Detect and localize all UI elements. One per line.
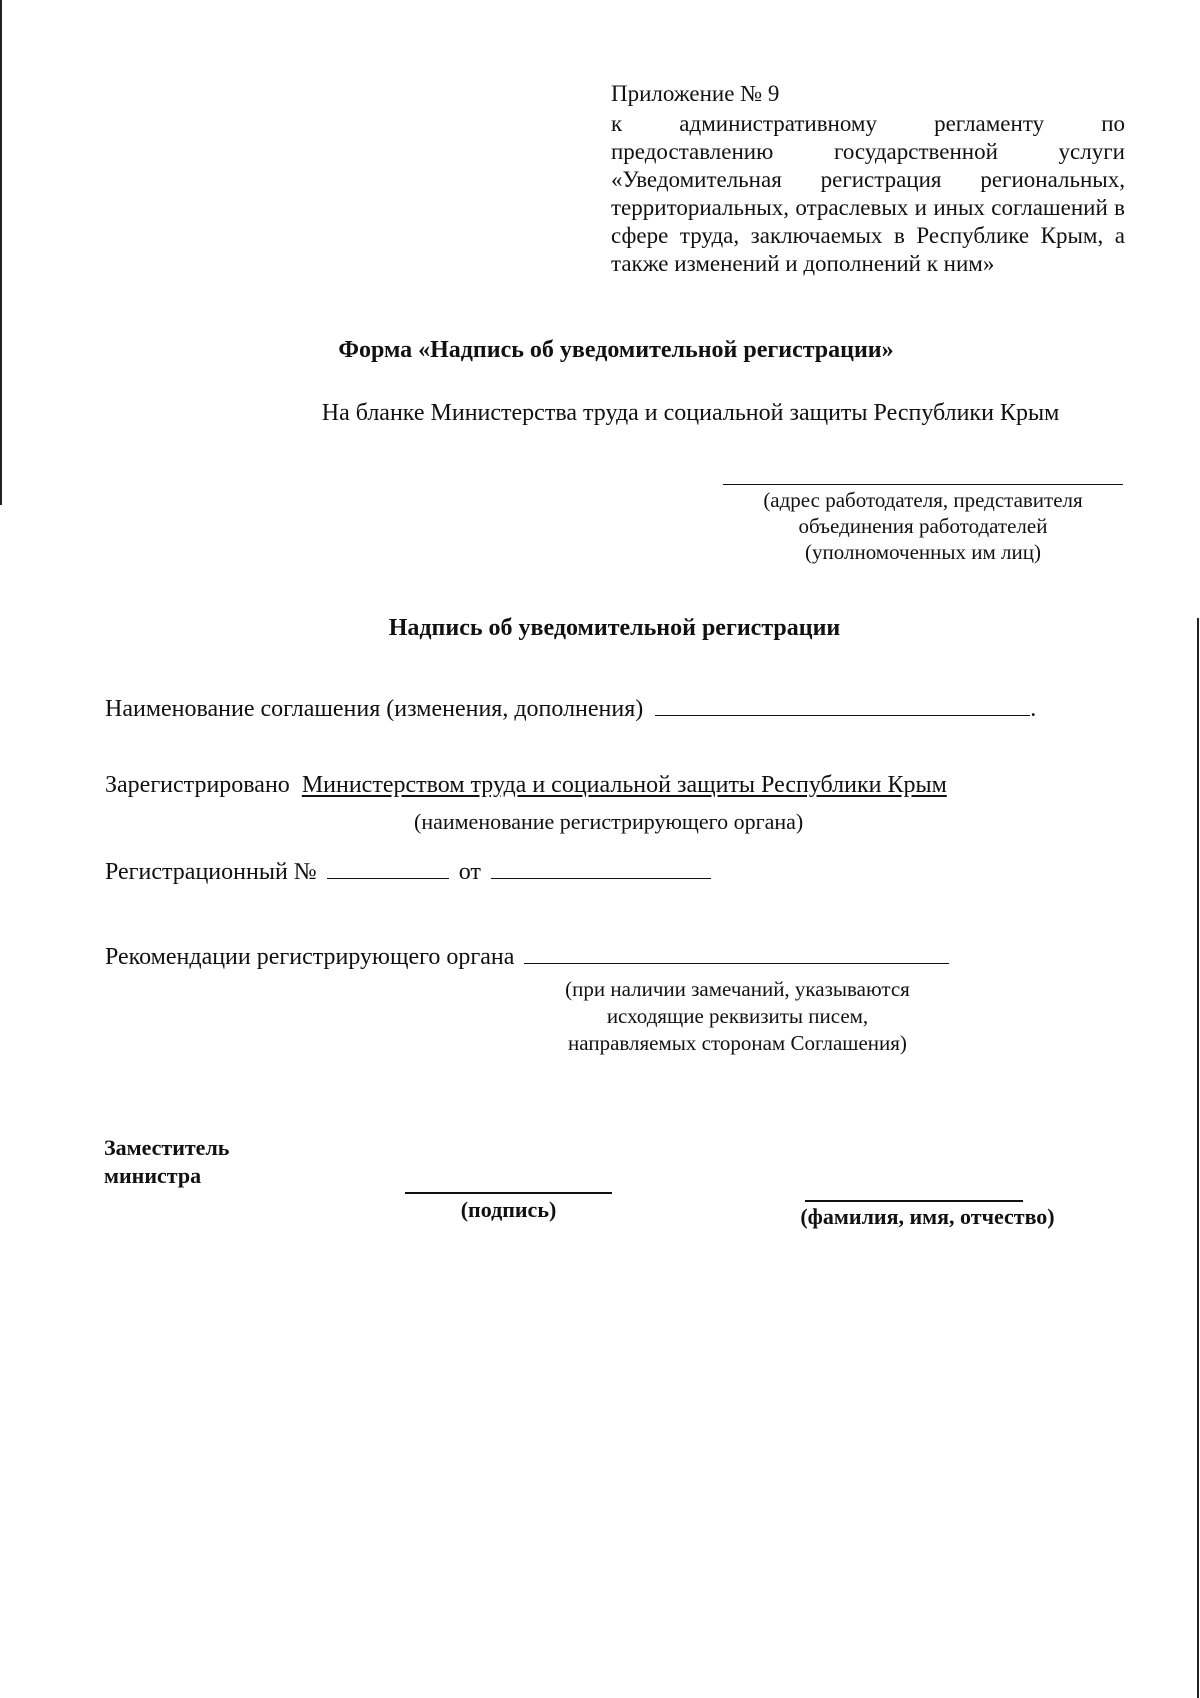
recommendations-caption-line: направляемых сторонам Соглашения) [568, 1031, 907, 1055]
full-name-blank-line [805, 1200, 1023, 1202]
address-caption-line: (адрес работодателя, представителя [763, 488, 1083, 512]
recommendations-caption-line: исходящие реквизиты писем, [606, 1004, 869, 1028]
recommendations-blank [524, 941, 949, 964]
registered-label: Зарегистрировано [105, 772, 290, 798]
agreement-name-row [105, 693, 1036, 723]
full-name-caption: (фамилия, имя, отчество) [800, 1204, 1055, 1229]
recommendations-row [105, 941, 949, 971]
registered-row [105, 772, 947, 799]
address-caption-line: объединения работодателей [798, 514, 1048, 538]
signature-blank-line [405, 1192, 612, 1194]
letterhead-note: На бланке Министерства труда и социальной защиты Республики Крым [321, 400, 1060, 426]
inscription-title: Надпись об уведомительной регистрации [388, 615, 841, 641]
scan-edge-right [1197, 618, 1199, 1698]
registration-date-label: от [458, 859, 481, 885]
signature-caption: (подпись) [460, 1197, 557, 1222]
scan-edge-left [0, 0, 2, 505]
agreement-name-period: . [1030, 696, 1037, 722]
registration-number-blank [327, 856, 449, 879]
form-title: Форма «Надпись об уведомительной регистрации» [338, 337, 894, 363]
recommendations-caption-line: (при наличии замечаний, указываются [565, 977, 910, 1001]
signatory-position-line: министра [104, 1163, 202, 1188]
appendix-header [611, 80, 1125, 278]
signatory-position [104, 1134, 229, 1190]
address-blank-line [723, 484, 1123, 485]
address-caption-line: (уполномоченных им лиц) [805, 540, 1041, 564]
signatory-position-line: Заместитель [104, 1135, 230, 1160]
registration-date-blank [491, 856, 711, 879]
address-caption [723, 487, 1123, 565]
recommendations-label: Рекомендации регистрирующего органа [105, 944, 515, 970]
appendix-number: Приложение № 9 [611, 81, 780, 106]
agreement-name-label: Наименование соглашения (изменения, дополнения) [105, 696, 644, 722]
agreement-name-blank [655, 693, 1030, 716]
registering-authority-name: Министерством труда и социальной защиты Республики Крым [301, 772, 947, 798]
registration-number-row [105, 856, 711, 886]
appendix-reference: к административному регламенту по предоставлению государственной услуги «Уведомительная регистрация региональных, территориальных, отраслевых и иных соглашений в сфере труда, заключаемых в Республике Крым, а также изменений и дополнений к ним» [611, 111, 1125, 276]
recommendations-caption [520, 976, 955, 1057]
registering-authority-caption: (наименование регистрирующего органа) [414, 809, 804, 834]
registration-number-label: Регистрационный № [105, 859, 317, 885]
